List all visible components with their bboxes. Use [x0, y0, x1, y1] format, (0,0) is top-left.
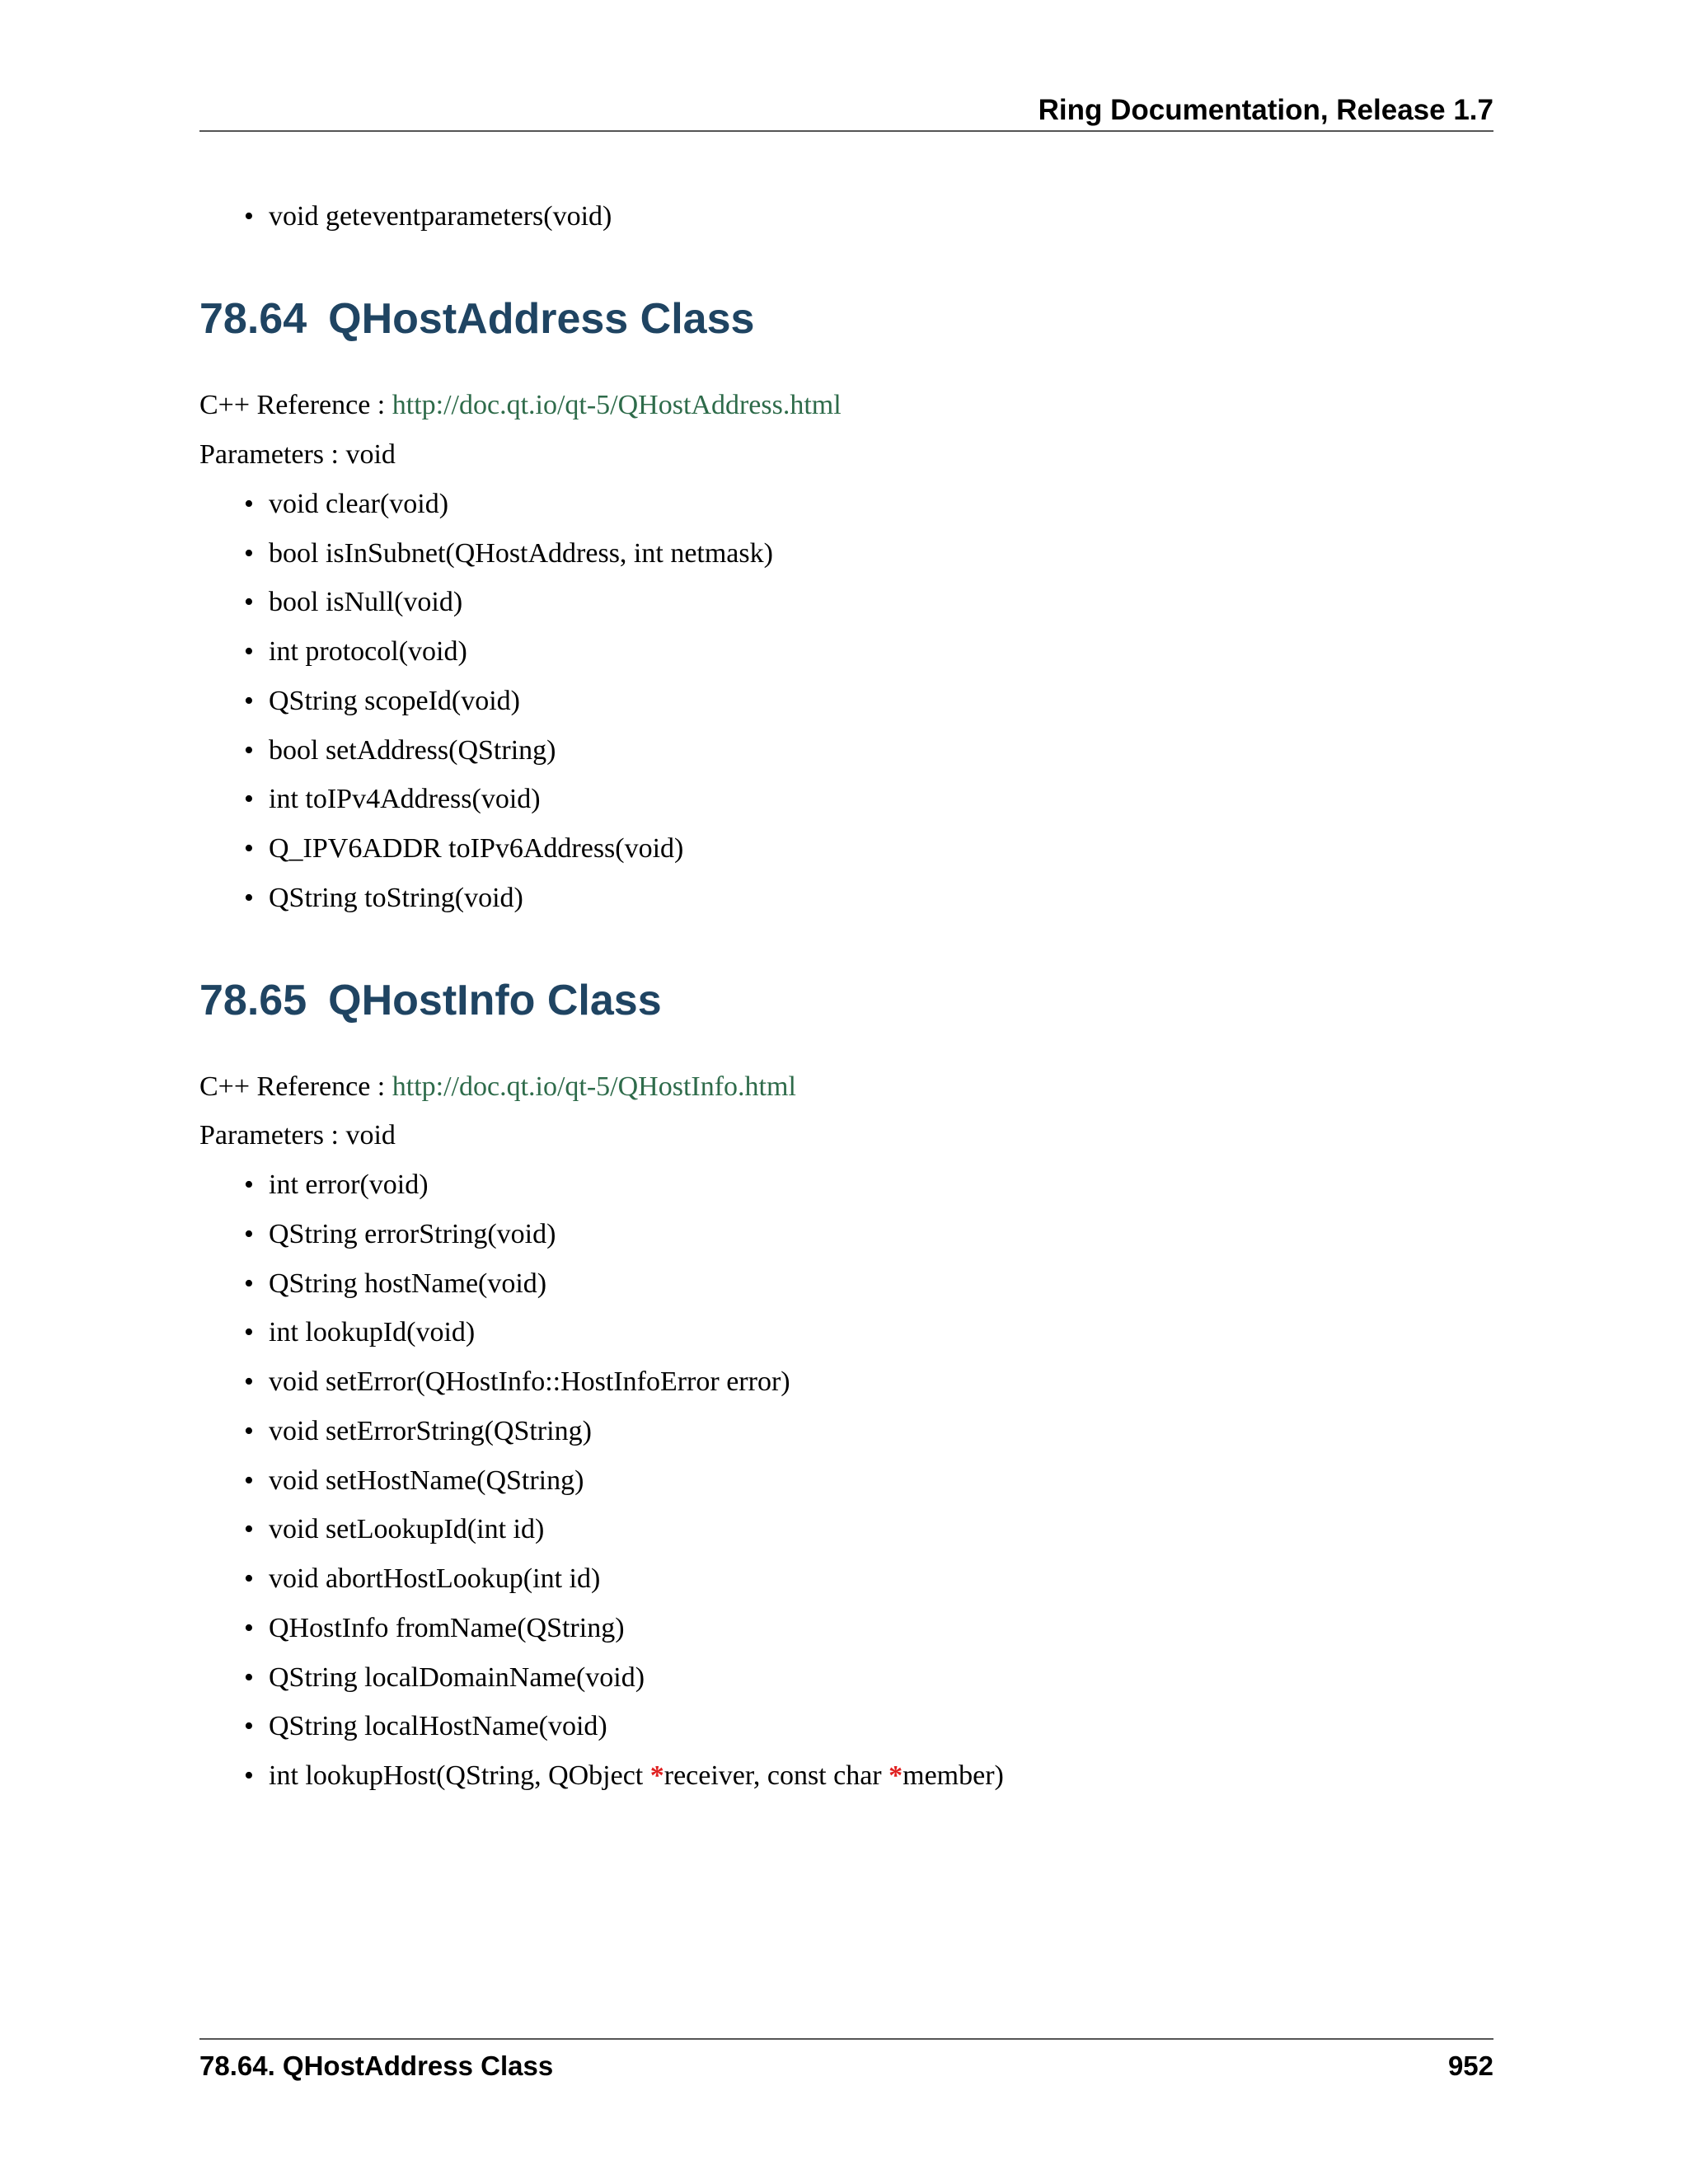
bullet-icon: • — [244, 1711, 254, 1741]
bullet-icon: • — [244, 538, 254, 569]
list-item-text: QString errorString(void) — [269, 1219, 556, 1249]
list-item — [244, 734, 556, 767]
list-item — [244, 1415, 592, 1448]
bullet-icon: • — [244, 1416, 254, 1446]
page-number: 952 — [1447, 2050, 1493, 2081]
list-item-text: Q_IPV6ADDR toIPv6Address(void) — [269, 833, 684, 864]
cpp-reference — [199, 389, 842, 422]
list-item-text: QString scopeId(void) — [269, 686, 521, 716]
bullet-icon: • — [244, 686, 254, 716]
list-item — [244, 1661, 645, 1694]
reference-label: C++ Reference : — [199, 1071, 386, 1102]
method-text-part: receiver, const char — [663, 1760, 889, 1791]
list-item-text: void setError(QHostInfo::HostInfoError error) — [269, 1366, 790, 1397]
list-item-text: bool isNull(void) — [269, 587, 463, 617]
list-item-text: void setHostName(QString) — [269, 1465, 584, 1496]
list-item — [244, 586, 463, 619]
list-item — [244, 1513, 545, 1546]
list-item-text: int lookupId(void) — [269, 1317, 476, 1347]
list-item-text: void setLookupId(int id) — [269, 1514, 545, 1544]
section-heading-qhostaddress — [199, 294, 754, 344]
bullet-icon: • — [244, 735, 254, 766]
list-item-text: QString localHostName(void) — [269, 1711, 607, 1741]
document-title: Ring Documentation, Release 1.7 — [1038, 94, 1493, 126]
list-item-text: int toIPv4Address(void) — [269, 784, 541, 814]
list-item-text: QString hostName(void) — [269, 1268, 547, 1299]
list-item — [244, 1268, 547, 1301]
list-item — [244, 537, 773, 570]
bullet-icon: • — [244, 1366, 254, 1397]
bullet-icon: • — [244, 1268, 254, 1299]
list-item-text: int protocol(void) — [269, 636, 467, 667]
footer-section-title: 78.64. QHostAddress Class — [199, 2050, 554, 2081]
bullet-icon: • — [244, 1760, 254, 1791]
list-item-text: void clear(void) — [269, 489, 449, 519]
list-item — [244, 200, 612, 233]
bullet-icon: • — [244, 883, 254, 913]
list-item — [244, 685, 521, 718]
parameters-text: Parameters : void — [199, 439, 396, 470]
list-item — [244, 1366, 790, 1399]
list-item-text: void setErrorString(QString) — [269, 1416, 592, 1446]
section-title: QHostInfo Class — [328, 977, 662, 1024]
list-item — [244, 1169, 429, 1202]
bullet-icon: • — [244, 833, 254, 864]
bullet-icon: • — [244, 784, 254, 814]
bullet-icon: • — [244, 1169, 254, 1200]
bullet-icon: • — [244, 1563, 254, 1594]
section-heading-qhostinfo — [199, 976, 662, 1025]
list-item — [244, 1218, 556, 1251]
bullet-icon: • — [244, 489, 254, 519]
list-item — [244, 1612, 625, 1645]
section-number: 78.64 — [199, 295, 307, 343]
bullet-icon: • — [244, 1219, 254, 1249]
list-item-text: QString toString(void) — [269, 883, 523, 913]
list-item — [244, 635, 467, 668]
list-item — [244, 783, 541, 816]
page-header — [199, 91, 1493, 132]
list-item-text: int error(void) — [269, 1169, 429, 1200]
list-item — [244, 1760, 1004, 1793]
bullet-icon: • — [244, 1465, 254, 1496]
section-number: 78.65 — [199, 977, 307, 1024]
bullet-icon: • — [244, 1662, 254, 1693]
section-title: QHostAddress Class — [328, 295, 755, 343]
list-item — [244, 1710, 607, 1743]
list-item-text: void abortHostLookup(int id) — [269, 1563, 601, 1594]
bullet-icon: • — [244, 1613, 254, 1643]
bullet-icon: • — [244, 587, 254, 617]
bullet-icon: • — [244, 201, 254, 232]
list-item-text: QString localDomainName(void) — [269, 1662, 645, 1693]
asterisk-symbol: * — [649, 1760, 664, 1791]
reference-label: C++ Reference : — [199, 390, 386, 420]
list-item-text — [269, 1760, 1004, 1791]
bullet-icon: • — [244, 1317, 254, 1347]
page-footer — [199, 2038, 1493, 2081]
list-item-text: bool isInSubnet(QHostAddress, int netmask) — [269, 538, 773, 569]
asterisk-symbol: * — [889, 1760, 903, 1791]
list-item-text: void geteventparameters(void) — [269, 201, 612, 232]
method-text-part: int lookupHost(QString, QObject — [269, 1760, 650, 1791]
list-item — [244, 882, 523, 915]
list-item — [244, 1465, 584, 1497]
bullet-icon: • — [244, 636, 254, 667]
reference-link[interactable]: http://doc.qt.io/qt-5/QHostAddress.html — [392, 390, 842, 420]
list-item — [244, 832, 684, 865]
list-item-text: QHostInfo fromName(QString) — [269, 1613, 625, 1643]
cpp-reference — [199, 1071, 796, 1104]
bullet-icon: • — [244, 1514, 254, 1544]
list-item — [244, 1316, 476, 1349]
reference-link[interactable]: http://doc.qt.io/qt-5/QHostInfo.html — [392, 1071, 796, 1102]
method-text-part: member) — [903, 1760, 1004, 1791]
parameters-text: Parameters : void — [199, 1120, 396, 1151]
list-item — [244, 1563, 601, 1596]
list-item-text: bool setAddress(QString) — [269, 735, 556, 766]
list-item — [244, 488, 449, 521]
